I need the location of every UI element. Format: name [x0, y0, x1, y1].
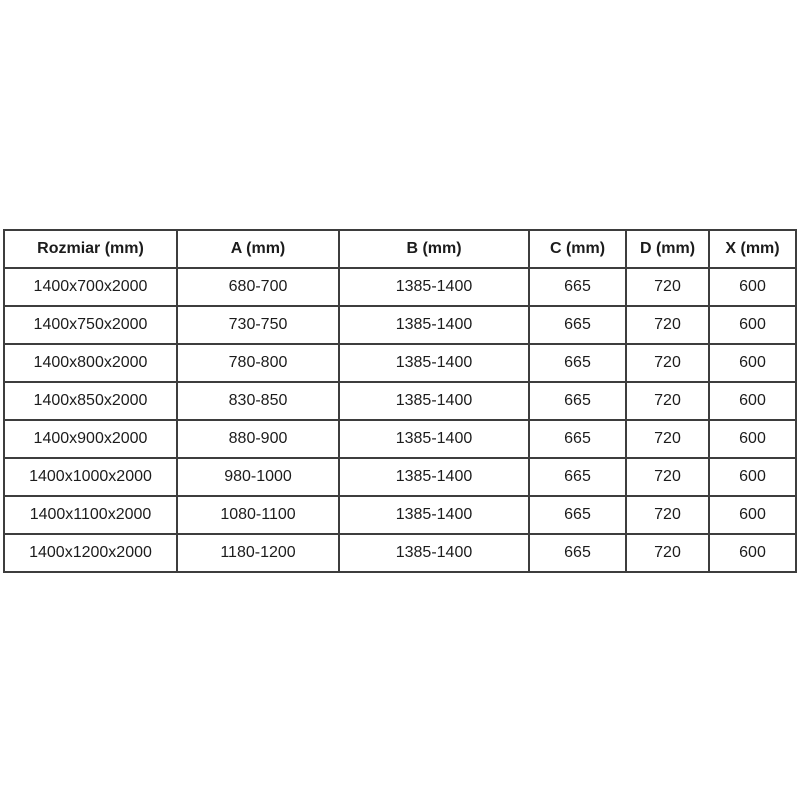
column-header: C (mm)	[529, 230, 626, 268]
table-cell: 1400x1000x2000	[4, 458, 177, 496]
table-cell: 1385-1400	[339, 382, 529, 420]
table-cell: 720	[626, 382, 709, 420]
table-cell: 1080-1100	[177, 496, 339, 534]
table-cell: 830-850	[177, 382, 339, 420]
table-cell: 1385-1400	[339, 496, 529, 534]
table-cell: 720	[626, 344, 709, 382]
table-cell: 980-1000	[177, 458, 339, 496]
table-row	[4, 496, 796, 534]
column-header: A (mm)	[177, 230, 339, 268]
table-body	[4, 268, 796, 572]
table-row	[4, 268, 796, 306]
table-cell: 1180-1200	[177, 534, 339, 572]
table-cell: 665	[529, 306, 626, 344]
table-cell: 1400x900x2000	[4, 420, 177, 458]
size-chart-container	[3, 229, 795, 573]
table-cell: 1385-1400	[339, 420, 529, 458]
table-row	[4, 344, 796, 382]
table-cell: 1400x1100x2000	[4, 496, 177, 534]
table-cell: 680-700	[177, 268, 339, 306]
table-row	[4, 534, 796, 572]
table-cell: 665	[529, 420, 626, 458]
table-cell: 1385-1400	[339, 268, 529, 306]
table-cell: 1400x750x2000	[4, 306, 177, 344]
table-cell: 720	[626, 268, 709, 306]
table-cell: 720	[626, 534, 709, 572]
table-cell: 600	[709, 534, 796, 572]
table-cell: 600	[709, 382, 796, 420]
table-cell: 600	[709, 420, 796, 458]
table-cell: 600	[709, 458, 796, 496]
table-cell: 1400x850x2000	[4, 382, 177, 420]
table-cell: 600	[709, 496, 796, 534]
table-cell: 880-900	[177, 420, 339, 458]
table-cell: 665	[529, 382, 626, 420]
table-cell: 1400x1200x2000	[4, 534, 177, 572]
table-cell: 1400x800x2000	[4, 344, 177, 382]
table-header-row	[4, 230, 796, 268]
column-header: Rozmiar (mm)	[4, 230, 177, 268]
table-cell: 720	[626, 458, 709, 496]
table-cell: 665	[529, 344, 626, 382]
table-cell: 780-800	[177, 344, 339, 382]
table-cell: 665	[529, 268, 626, 306]
table-cell: 665	[529, 496, 626, 534]
table-cell: 1385-1400	[339, 534, 529, 572]
table-cell: 720	[626, 420, 709, 458]
column-header: D (mm)	[626, 230, 709, 268]
table-cell: 665	[529, 458, 626, 496]
table-cell: 720	[626, 496, 709, 534]
column-header: X (mm)	[709, 230, 796, 268]
table-cell: 720	[626, 306, 709, 344]
table-row	[4, 458, 796, 496]
table-cell: 1400x700x2000	[4, 268, 177, 306]
table-cell: 665	[529, 534, 626, 572]
table-row	[4, 306, 796, 344]
table-cell: 600	[709, 306, 796, 344]
table-cell: 730-750	[177, 306, 339, 344]
column-header: B (mm)	[339, 230, 529, 268]
table-cell: 1385-1400	[339, 458, 529, 496]
size-table	[3, 229, 797, 573]
table-cell: 600	[709, 268, 796, 306]
table-row	[4, 420, 796, 458]
table-cell: 1385-1400	[339, 306, 529, 344]
table-row	[4, 382, 796, 420]
table-cell: 600	[709, 344, 796, 382]
table-cell: 1385-1400	[339, 344, 529, 382]
